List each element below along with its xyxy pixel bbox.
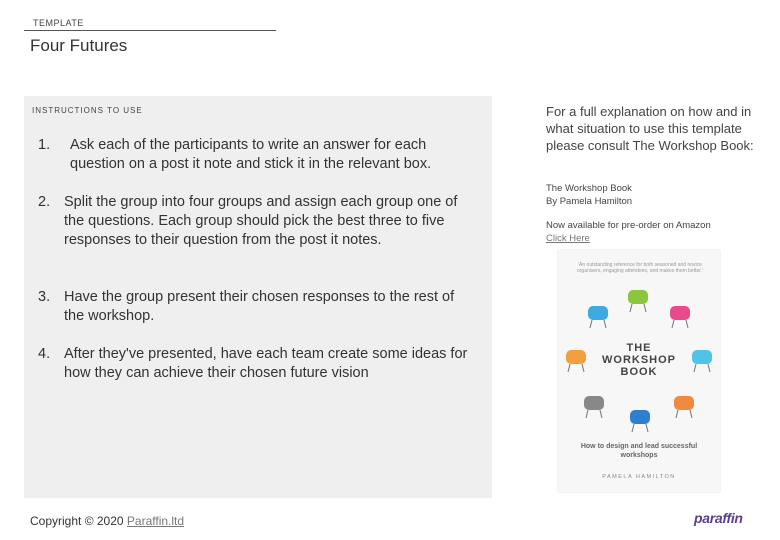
step-text: Split the group into four groups and assign each group one of the questions. Each group should pick the best three to five responses to their question from the post it notes. <box>64 194 458 248</box>
book-author: By Pamela Hamilton <box>546 196 633 207</box>
book-title-line: BOOK <box>620 366 658 378</box>
chair-icon <box>628 290 648 312</box>
book-name: The Workshop Book <box>546 183 632 194</box>
chair-icon <box>670 306 690 328</box>
click-here-link[interactable]: Click Here <box>546 233 590 244</box>
preorder-info <box>546 219 756 245</box>
step-text: Ask each of the participants to write an answer for each question on a post it note and stick it in the relevant box. <box>70 137 432 172</box>
chair-icon <box>674 396 694 418</box>
instructions-panel <box>24 96 492 498</box>
book-blurb: 'An outstanding reference for both seasoned and novice organisers, engaging attendees, and makes them better.' <box>576 262 704 274</box>
instructions-heading: INSTRUCTIONS TO USE <box>32 106 143 115</box>
paraffin-logo: paraffin <box>694 510 743 526</box>
book-cover-title <box>558 342 720 378</box>
preorder-text: Now available for pre-order on Amazon <box>546 220 711 231</box>
footer <box>30 514 184 528</box>
explanation-text: For a full explanation on how and in what situation to use this template please consult The Workshop Book: <box>546 104 754 153</box>
copyright-text: Copyright © 2020 <box>30 514 124 528</box>
book-cover-image[interactable] <box>558 250 720 492</box>
step-number: 4. <box>38 346 51 362</box>
book-title-line: THE <box>626 342 652 354</box>
step-text: After they've presented, have each team create some ideas for how they can achieve their chosen future vision <box>64 346 468 381</box>
book-cover-subtitle: How to design and lead successful workshops <box>580 443 698 459</box>
header-divider <box>24 30 276 31</box>
step-number: 2. <box>38 194 51 210</box>
step-number: 1. <box>38 137 51 153</box>
template-tag: TEMPLATE <box>33 18 84 28</box>
step-number: 3. <box>38 289 51 305</box>
paraffin-link[interactable]: Paraffin.ltd <box>126 514 185 528</box>
book-title-line: WORKSHOP <box>602 354 676 366</box>
chair-icon <box>588 306 608 328</box>
chair-icon <box>630 410 650 432</box>
page-title: Four Futures <box>30 36 128 55</box>
book-cover-author: PAMELA HAMILTON <box>602 474 676 480</box>
chair-icon <box>584 396 604 418</box>
step-text: Have the group present their chosen responses to the rest of the workshop. <box>64 289 455 324</box>
book-info <box>546 182 756 208</box>
